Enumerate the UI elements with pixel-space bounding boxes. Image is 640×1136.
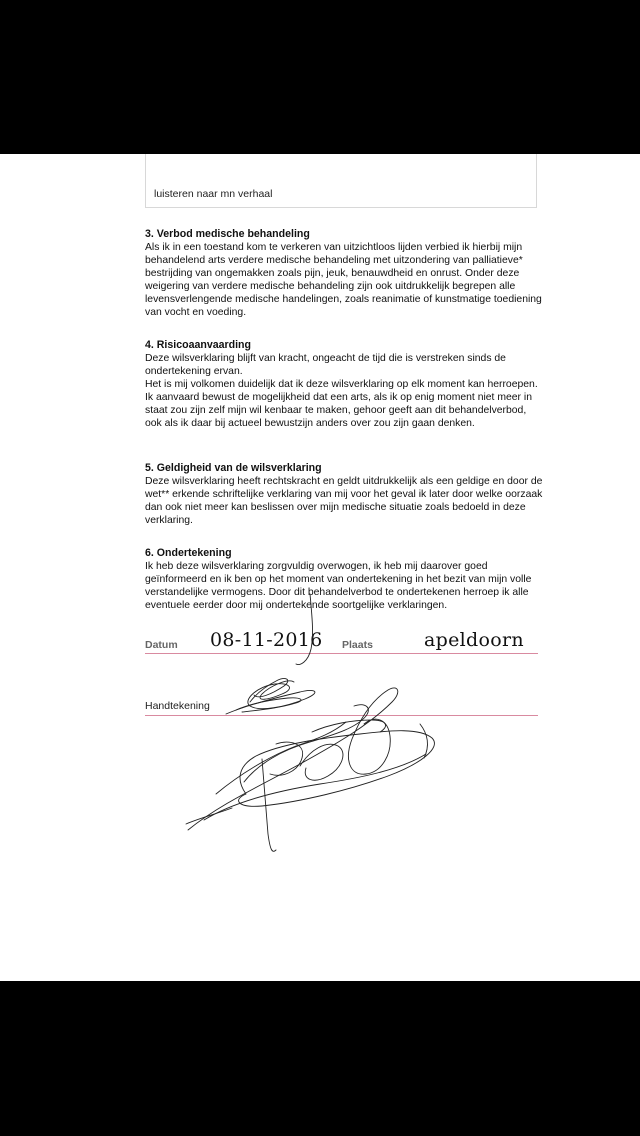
document-page (0, 154, 640, 981)
section-paragraph: Deze wilsverklaring blijft van kracht, ongeacht de tijd die is verstreken sinds de ondertekening ervan. (145, 353, 506, 377)
section-heading: 5. Geldigheid van de wilsverklaring (145, 462, 322, 474)
place-value: apeldoorn (424, 629, 524, 651)
textbox-value: luisteren naar mn verhaal (154, 188, 273, 200)
date-value: 08-11-2016 (210, 629, 323, 651)
signature-image (0, 154, 640, 981)
section-heading: 6. Ondertekening (145, 547, 232, 559)
place-label: Plaats (342, 639, 373, 651)
date-label: Datum (145, 639, 178, 651)
section-paragraph: Het is mij volkomen duidelijk dat ik deze wilsverklaring op elk moment kan herroepen. Ik aanvaard bewust de mogelijkheid dat een arts, als ik op enig moment niet meer in staat zou zijn zelf mijn wil kenbaar te maken, gehoor geeft aan dit behandelverbod, ook als ik daar bij actueel bewustzijn anders over zou zijn gaan denken. (145, 379, 538, 429)
signature-label: Handtekening (145, 700, 210, 712)
section-paragraph: Als ik in een toestand kom te verkeren van uitzichtloos lijden verbied ik hierbij mijn behandelend arts verdere medische behandeling met uitzondering van palliatieve* bestrijding van ongemakken zoals pijn, jeuk, benauwdheid en onrust. Onder deze weigering van verdere medische behandeling zijn ook uitdrukkelijk begrepen alle levensverlengende medische handelingen, zoals reanimatie of kunstmatige toediening van vocht en voeding. (145, 242, 542, 318)
section-heading: 3. Verbod medische behandeling (145, 228, 310, 240)
section-paragraph: Deze wilsverklaring heeft rechtskracht en geldt uitdrukkelijk als een geldige en door de wet** erkende schriftelijke verklaring van mij voor het geval ik later door welke oorzaak dan ook niet meer kan beslissen over mijn medische situatie zoals bedoeld in deze verklaring. (145, 476, 543, 526)
section-heading: 4. Risicoaanvaarding (145, 339, 251, 351)
section-paragraph: Ik heb deze wilsverklaring zorgvuldig overwogen, ik heb mij daarover goed geïnformeerd en ik ben op het moment van ondertekening in het bezit van mijn volle verstandelijke vermogens. Door dit behandelverbod te ondertekenen herroep ik alle eventuele eerder door mij ondertekende soortgelijke verklaringen. (145, 561, 532, 611)
